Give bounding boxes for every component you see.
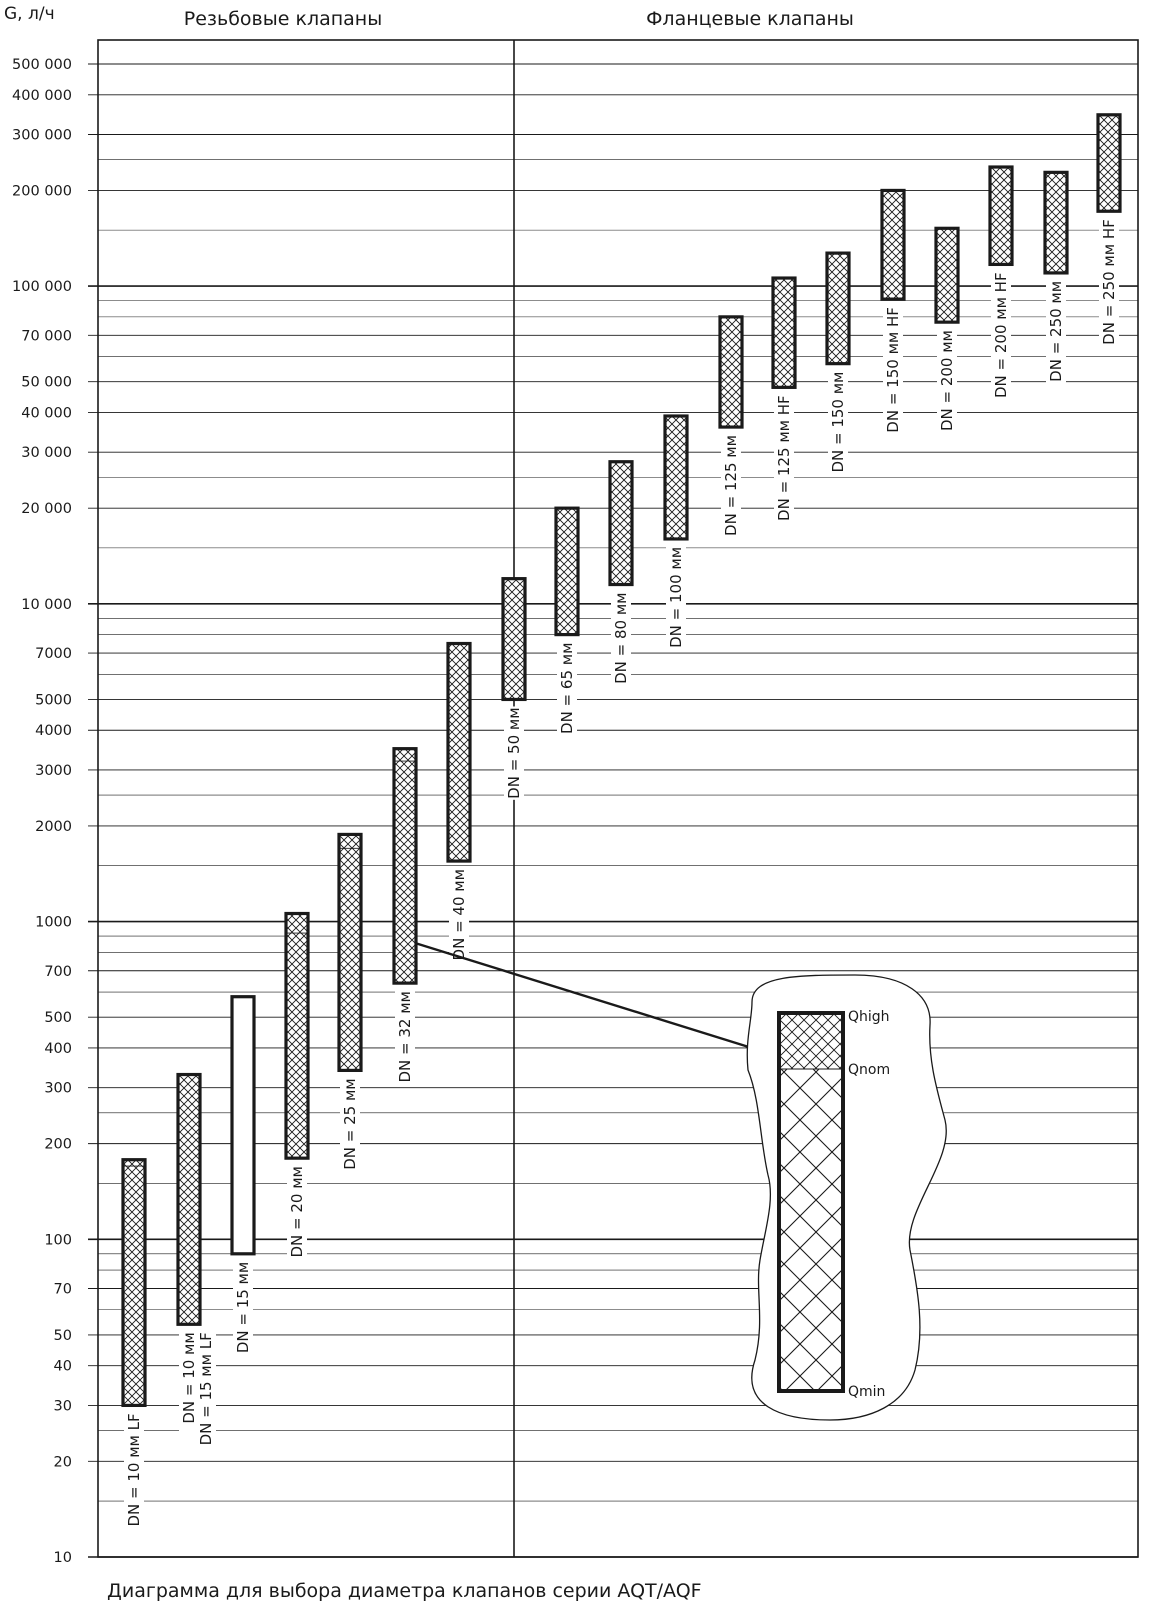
valve-bar-label: DN = 32 мм [396, 991, 414, 1083]
valve-bar-fill [610, 462, 632, 585]
valve-bar-label: DN = 125 мм [722, 435, 740, 536]
section-title-threaded: Резьбовые клапаны [183, 8, 383, 30]
valve-bar [1045, 172, 1067, 382]
valve-bar-fill [1045, 172, 1067, 273]
y-tick-label: 400 000 [12, 87, 72, 104]
callout-bar-body [779, 1069, 843, 1391]
y-tick-label: 200 [44, 1136, 72, 1153]
valve-bar-fill [882, 190, 904, 299]
valve-bar [1098, 115, 1120, 346]
y-tick-label: 500 000 [12, 57, 72, 73]
chart-caption: Диаграмма для выбора диаметра клапанов серии AQT/AQF [107, 1580, 702, 1602]
valve-bar-fill [720, 317, 742, 427]
y-tick-label: 30 [53, 1398, 72, 1415]
valve-bar [339, 834, 361, 1170]
valve-bar [503, 579, 525, 800]
valve-bar-fill [1098, 115, 1120, 211]
valve-bar-fill [123, 1160, 145, 1406]
callout [415, 943, 946, 1420]
y-tick-label: 300 [44, 1080, 72, 1097]
valve-bar [394, 749, 416, 1084]
y-tick-label: 50 000 [21, 374, 72, 391]
y-tick-label: 50 [53, 1327, 72, 1344]
section-title-flanged: Фланцевые клапаны [646, 8, 854, 30]
valve-bar-label: DN = 25 мм [341, 1078, 359, 1170]
valve-bar-label: DN = 10 мм LF [125, 1413, 143, 1527]
y-axis-label: G, л/ч [4, 4, 55, 24]
valve-bar-label: DN = 250 мм HF [1100, 219, 1118, 345]
valve-bar-fill [394, 749, 416, 983]
y-tick-label: 100 [44, 1232, 72, 1249]
valve-bar [286, 914, 308, 1259]
valve-bar [665, 416, 687, 649]
y-tick-labels [12, 57, 72, 1566]
valve-bar-label: DN = 80 мм [612, 592, 630, 684]
y-tick-label: 10 000 [21, 596, 72, 613]
valve-bar-label: DN = 200 мм [938, 330, 956, 432]
y-tick-label: 20 000 [21, 501, 72, 518]
y-tick-label: 40 [53, 1358, 72, 1375]
y-tick-label: 10 [53, 1550, 72, 1566]
valve-bar-fill [503, 579, 525, 700]
y-tick-label: 100 000 [12, 279, 72, 296]
y-tick-label: 500 [44, 1010, 72, 1027]
valve-bar-fill [990, 167, 1012, 264]
valve-bar [232, 997, 254, 1354]
valve-bar-label: DN = 125 мм HF [775, 395, 793, 521]
valve-bar-fill [286, 914, 308, 1159]
y-tick-label: 70 000 [21, 328, 72, 345]
valve-bar [882, 190, 904, 433]
valve-bar-fill [339, 834, 361, 1070]
valve-bar-fill [773, 278, 795, 387]
y-tick-label: 3000 [35, 762, 72, 779]
y-tick-label: 200 000 [12, 183, 72, 200]
y-tick-label: 5000 [35, 692, 72, 709]
valve-bar [610, 462, 632, 685]
y-tick-label: 2000 [35, 818, 72, 835]
valve-bar-label: DN = 20 мм [288, 1166, 306, 1258]
valve-bar-label: DN = 100 мм [667, 546, 685, 648]
y-tick-label: 400 [44, 1040, 72, 1057]
valve-bar-fill [936, 228, 958, 322]
valve-bars [123, 115, 1120, 1528]
y-tick-label: 1000 [35, 914, 72, 931]
valve-bar-fill [556, 508, 578, 634]
y-tick-label: 40 000 [21, 405, 72, 422]
y-tick-label: 30 000 [21, 445, 72, 462]
valve-bar-fill [827, 253, 849, 364]
valve-bar [773, 278, 795, 522]
callout-bar-top [779, 1013, 843, 1069]
valve-bar-label: DN = 150 мм [829, 371, 847, 473]
valve-bar-label: DN = 200 мм HF [992, 272, 1010, 399]
y-tick-label: 4000 [35, 723, 72, 740]
valve-bar [556, 508, 578, 735]
callout-leader-line [415, 943, 752, 1048]
valve-bar-backdrop [232, 997, 254, 1254]
valve-bar [827, 253, 849, 473]
valve-bar [936, 228, 958, 432]
y-tick-label: 20 [53, 1454, 72, 1471]
y-tick-label: 7000 [35, 646, 72, 663]
y-tick-label: 70 [53, 1281, 72, 1298]
valve-bar-label: DN = 10 ммDN = 15 мм LF [180, 1332, 215, 1446]
valve-bar [123, 1160, 145, 1528]
y-tick-label: 300 000 [12, 127, 72, 144]
valve-bar-label: DN = 250 мм [1047, 280, 1065, 382]
callout-qnom-label: Qnom [848, 1062, 891, 1078]
valve-bar-fill [665, 416, 687, 539]
callout-qmin-label: Qmin [848, 1384, 886, 1400]
valve-bar [990, 167, 1012, 399]
plot-frame [98, 40, 1138, 1557]
valve-bar-fill [448, 644, 470, 862]
valve-bar-label: DN = 40 мм [450, 869, 468, 961]
y-tick-label: 700 [44, 963, 72, 980]
valve-bar [720, 317, 742, 537]
valve-bar-label: DN = 50 мм [505, 707, 523, 799]
valve-bar-label: DN = 150 мм HF [884, 307, 902, 433]
callout-qhigh-label: Qhigh [848, 1009, 890, 1025]
valve-bar-label: DN = 15 мм [234, 1261, 252, 1354]
valve-bar-fill [178, 1075, 200, 1325]
valve-bar [178, 1075, 216, 1447]
valve-bar [448, 644, 470, 962]
valve-bar-label: DN = 65 мм [558, 642, 576, 734]
